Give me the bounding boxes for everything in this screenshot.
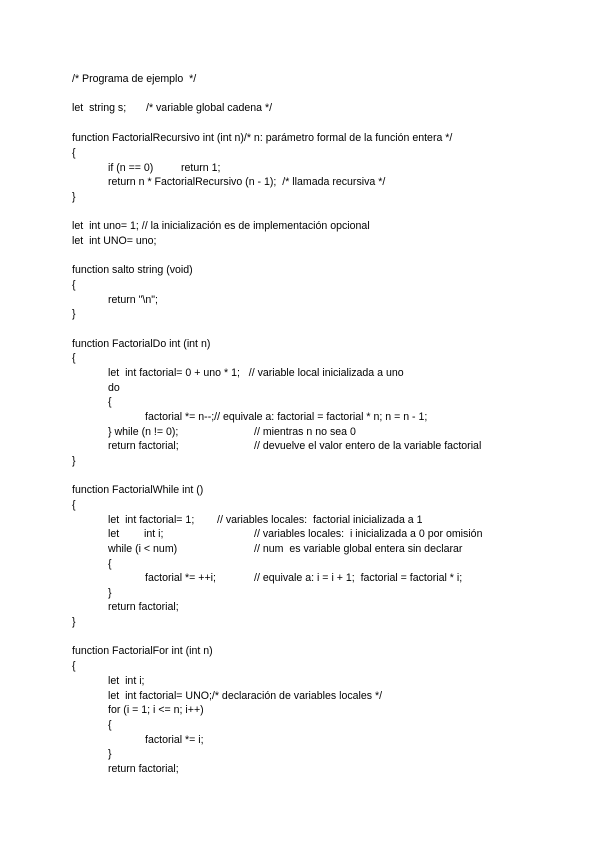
code-line-let-factorial [108,367,404,380]
code-text: let int i; [108,675,145,687]
code-line-let-factorial [108,690,383,703]
code-text: while (i < num) [108,543,178,555]
code-line-let-i [108,675,145,688]
code-text: { [72,499,76,511]
code-line-brace-open [72,499,84,512]
code-text: } while (n != 0); [108,426,179,438]
code-line-return-factorial [108,601,179,614]
code-line-return-factorial [108,440,482,453]
code-text: for (i = 1; i <= n; i++) [108,704,204,716]
code-text: return "\n"; [108,294,158,306]
code-line-do [108,382,120,395]
code-line-return-recursive [108,176,386,189]
code-line-brace-close [108,748,120,761]
code-line-brace-open [72,660,84,673]
code-line-let-factorial [108,514,423,527]
code-text: factorial *= n--;// equivale a: factorial = factorial * n; n = n - 1; [145,411,428,423]
code-text: } [108,587,112,599]
code-comment: /* variable global cadena */ [146,102,273,114]
code-text: { [72,352,76,364]
code-line-brace-close [72,191,84,204]
code-comment: // equivale a: i = i + 1; factorial = factorial * i; [254,572,463,584]
code-text: return factorial; [108,440,179,452]
code-line-if [108,162,221,175]
code-text: { [72,147,76,159]
code-comment: // devuelve el valor entero de la variable factorial [254,440,482,452]
code-text: return factorial; [108,601,179,613]
code-text: let int factorial= UNO;/* declaración de variables locales */ [108,690,383,702]
code-line-while [108,543,463,556]
code-text: { [108,558,112,570]
code-text: function salto string (void) [72,264,193,276]
code-text: { [72,279,76,291]
code-line-function-decl [72,338,211,351]
code-text: factorial *= i; [145,734,204,746]
code-line-brace-open [72,279,84,292]
code-text: function FactorialRecursivo int (int n)/* n: parámetro formal de la función entera */ [72,132,453,144]
code-line-function-decl [72,264,193,277]
code-text: function FactorialFor int (int n) [72,645,213,657]
code-text: return factorial; [108,763,179,775]
code-line-let-uno [72,220,370,233]
code-line-function-decl [72,484,204,497]
code-line-brace-open [108,719,120,732]
code-comment: // variables locales: factorial inicializada a 1 [217,514,423,526]
code-line-brace-close [72,455,84,468]
code-line-comment-header [72,73,197,86]
code-text: let int UNO= uno; [72,235,157,247]
code-line-return-factorial [108,763,179,776]
code-text: } [72,191,76,203]
code-text: } [108,748,112,760]
code-text: do [108,382,120,394]
code-comment: // mientras n no sea 0 [254,426,356,438]
code-line-function-decl [72,645,213,658]
code-text: return n * FactorialRecursivo (n - 1); /* llamada recursiva */ [108,176,386,188]
code-text: let int factorial= 1; [108,514,195,526]
code-line-brace-close [108,587,120,600]
code-text: if (n == 0) [108,162,154,174]
code-line-return-newline [108,294,158,307]
code-text: return 1; [181,162,221,174]
code-text: function FactorialDo int (int n) [72,338,211,350]
code-text: } [72,308,76,320]
code-line-brace-close [72,616,84,629]
code-text: let [108,528,120,540]
code-line-brace-close [72,308,84,321]
code-text: { [108,396,112,408]
code-line-while-condition [108,426,356,439]
code-text: } [72,455,76,467]
code-text: int i; [144,528,164,540]
code-text: { [108,719,112,731]
code-text: { [72,660,76,672]
code-text: let string s; [72,102,127,114]
code-line-brace-open [108,396,120,409]
code-line-factorial-increment [145,572,463,585]
code-line-factorial-decrement [145,411,428,424]
code-text: factorial *= ++i; [145,572,216,584]
code-line-let-UNO [72,235,157,248]
code-line-brace-open [72,147,84,160]
code-line-brace-open [72,352,84,365]
code-text: let int uno= 1; // la inicialización es de implementación opcional [72,220,370,232]
code-text: function FactorialWhile int () [72,484,204,496]
code-comment: // num es variable global entera sin declarar [254,543,463,555]
code-line-function-decl [72,132,453,145]
code-line-brace-open [108,558,120,571]
code-text: let int factorial= 0 + uno * 1; // variable local inicializada a uno [108,367,404,379]
code-line-factorial-multiply [145,734,204,747]
code-text: } [72,616,76,628]
code-comment: // variables locales: i inicializada a 0 por omisión [254,528,483,540]
code-line-global-string [72,102,273,115]
code-line-for [108,704,204,717]
code-line-let-i [108,528,483,541]
code-text: /* Programa de ejemplo */ [72,73,197,85]
